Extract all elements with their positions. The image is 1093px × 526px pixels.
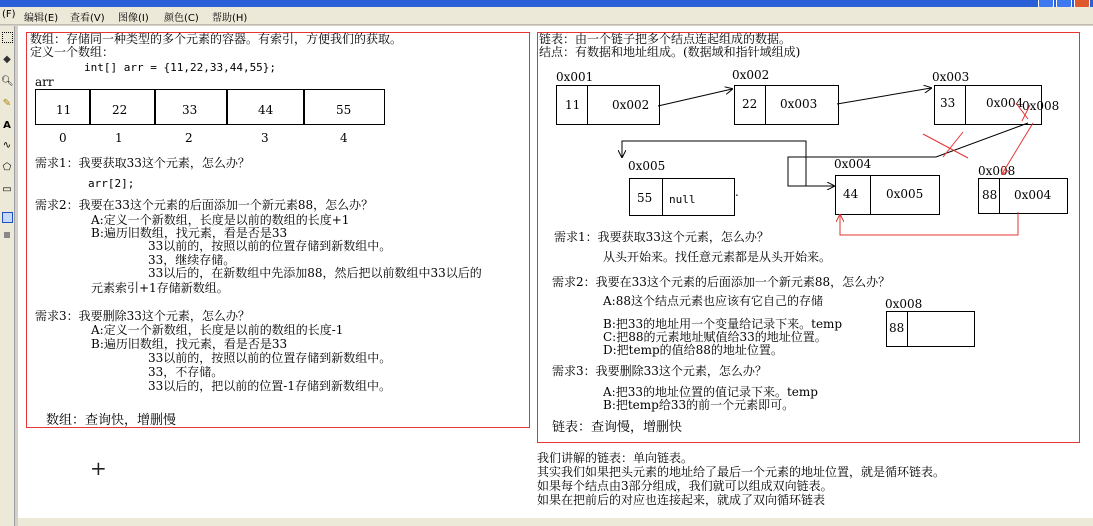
- array-q3-e: 33以后的，把以前的位置-1存储到新数组中。: [148, 379, 391, 393]
- note-3: 如果每个结点由3部分组成，我们就可以组成双向链表。: [537, 479, 833, 493]
- node-address: 0x001: [556, 70, 594, 84]
- array-index: 4: [340, 131, 348, 145]
- rounded-rect-icon[interactable]: ▭: [2, 184, 12, 195]
- list-q3: 需求3：我要删除33这个元素，怎么办？: [552, 364, 767, 378]
- red-arrow-88-to-44: [840, 212, 1018, 235]
- node-value: 22: [742, 97, 758, 111]
- node-pointer: null: [669, 193, 696, 206]
- array-q2-d: 33，继续存储。: [148, 253, 236, 267]
- array-q3: 需求3：我要删除33这个元素，怎么办？: [35, 309, 250, 323]
- array-q2: 需求2：我要在33这个元素的后面添加一个新元素88，怎么办？: [35, 198, 374, 212]
- pencil-icon[interactable]: ✎: [2, 98, 12, 109]
- node-pointer: 0x005: [886, 187, 924, 201]
- array-q3-a: A:定义一个新数组，长度是以前的数组的长度-1: [91, 323, 344, 337]
- node-address: 0x002: [732, 68, 770, 82]
- list-q3-a: A:把33的地址位置的值记录下来。temp: [603, 385, 818, 399]
- array-value: 44: [258, 103, 274, 117]
- stray-dot: .: [735, 185, 739, 199]
- array-value: 22: [112, 103, 128, 117]
- node-pointer: 0x004: [1014, 188, 1052, 202]
- list-q1-answer: 从头开始来。找任意元素都是从头开始来。: [603, 250, 832, 264]
- array-definition: 数组：存储同一种类型的多个元素的容器。有索引，方便我们的获取。: [30, 32, 403, 46]
- node-value: 55: [637, 191, 653, 205]
- red-cross: [1016, 103, 1028, 119]
- array-q2-c: 33以前的，按照以前的位置存储到新数组中。: [148, 239, 392, 253]
- array-index: 0: [59, 131, 67, 145]
- node-pointer: 0x002: [612, 98, 650, 112]
- curve-tool-icon[interactable]: ∿: [2, 140, 12, 151]
- node-value: 44: [843, 187, 859, 201]
- array-value: 33: [182, 103, 198, 117]
- array-q2-e: 33以后的，在新数组中先添加88，然后把以前数组中33以后的: [148, 266, 482, 280]
- array-q3-d: 33，不存储。: [148, 365, 224, 379]
- node-address: 0x005: [628, 159, 666, 173]
- list-q2-c: C:把88的元素地址赋值给33的地址位置。: [603, 330, 827, 344]
- list-q2-b: B:把33的地址用一个变量给记录下来。temp: [603, 317, 843, 331]
- crosshair-cursor-icon: +: [90, 456, 107, 480]
- arrow-node2-node3: [837, 88, 931, 104]
- menu-bar: [0, 7, 1093, 25]
- note-1: 我们讲解的链表：单向链表。: [537, 451, 694, 465]
- arrow-node4-node5: [622, 141, 834, 186]
- horizontal-scrollbar[interactable]: [18, 518, 1093, 526]
- node-value: 88: [889, 321, 905, 335]
- node-new-pointer: 0x008: [1022, 99, 1060, 113]
- title-bar: [0, 0, 1093, 7]
- option-transparent-icon[interactable]: [4, 232, 10, 238]
- option-opaque-icon[interactable]: [2, 212, 13, 223]
- node-value: 11: [565, 98, 581, 112]
- list-q1: 需求1：我要获取33这个元素，怎么办？: [554, 230, 769, 244]
- node-address: 0x008: [978, 164, 1016, 178]
- menu-colors[interactable]: 颜色(C): [164, 13, 199, 24]
- arrow-node3-node4: [788, 123, 1028, 186]
- list-summary: 链表：查询慢，增删快: [552, 420, 683, 435]
- list-q2-a: A:88这个结点元素也应该有它自己的存储: [603, 294, 823, 308]
- menu-image[interactable]: 图像(I): [118, 13, 149, 24]
- array-index: 3: [261, 131, 269, 145]
- array-index: 1: [115, 131, 123, 145]
- list-q3-b: B:把temp给33的前一个元素即可。: [603, 398, 795, 412]
- array-q2-a: A:定义一个新数组，长度是以前的数组的长度+1: [91, 213, 350, 227]
- note-2: 其实我们如果把头元素的地址给了最后一个元素的地址位置，就是循环链表。: [537, 465, 946, 479]
- arr-label: arr: [35, 75, 54, 89]
- list-q2: 需求2：我要在33这个元素的后面添加一个新元素88，怎么办？: [552, 275, 891, 289]
- array-code: int[] arr = {11,22,33,44,55};: [84, 61, 277, 74]
- magnifier-icon[interactable]: 🔍︎: [1, 76, 14, 87]
- text-tool-icon[interactable]: A: [3, 120, 11, 131]
- node-value: 88: [982, 188, 998, 202]
- menu-edit[interactable]: 编辑(E): [24, 13, 59, 24]
- array-q2-b: B:遍历旧数组，找元素，看是否是33: [91, 226, 288, 240]
- array-value: 55: [336, 103, 352, 117]
- polygon-tool-icon[interactable]: ⬠: [2, 162, 12, 173]
- node-definition: 结点：有数据和地址组成。(数据域和指针域组成): [539, 45, 801, 59]
- new-node-address: 0x008: [885, 297, 923, 311]
- menu-view[interactable]: 查看(V): [70, 13, 105, 24]
- array-define-label: 定义一个数组：: [30, 45, 115, 59]
- array-q3-b: B:遍历旧数组，找元素，看是否是33: [91, 337, 288, 351]
- node-address: 0x003: [932, 70, 970, 84]
- select-tool-icon[interactable]: [2, 32, 13, 43]
- fill-tool-icon[interactable]: ◆: [3, 54, 11, 65]
- list-q2-d: D:把temp的值给88的地址位置。: [603, 343, 783, 357]
- menu-help[interactable]: 帮助(H): [212, 13, 248, 24]
- array-summary: 数组：查询快，增删慢: [46, 413, 177, 428]
- array-value: 11: [56, 103, 72, 117]
- node-pointer: 0x003: [780, 97, 818, 111]
- node-value: 33: [940, 96, 956, 110]
- menu-file[interactable]: (F): [2, 9, 16, 20]
- note-4: 如果在把前后的对应也连接起来，就成了双向循环链表: [537, 493, 826, 507]
- array-q1: 需求1：我要获取33这个元素，怎么办？: [35, 156, 250, 170]
- linked-list-definition: 链表：由一个链子把多个结点连起组成的数据。: [539, 32, 792, 46]
- array-q2-f: 元素索引+1存储新数组。: [91, 281, 229, 295]
- array-q3-c: 33以前的，按照以前的位置存储到新数组中。: [148, 351, 392, 365]
- toolbox: [0, 26, 15, 526]
- node-address: 0x004: [834, 157, 872, 171]
- paint-canvas[interactable]: [18, 26, 1093, 526]
- array-index: 2: [185, 131, 193, 145]
- arrow-node1-node2: [658, 89, 732, 106]
- array-q1-answer: arr[2];: [88, 177, 135, 190]
- node-pointer: 0x004: [986, 96, 1024, 110]
